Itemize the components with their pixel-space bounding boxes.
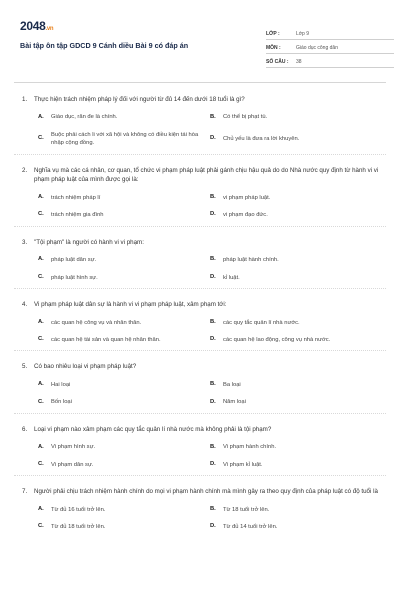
option-letter: B.: [210, 194, 216, 201]
option-letter: A.: [38, 113, 44, 120]
option-letter: B.: [210, 381, 216, 388]
answer-options: [14, 319, 386, 345]
option-text: Bốn loại: [51, 399, 72, 406]
answer-option[interactable]: [38, 398, 210, 406]
option-text: Buộc phải cách li với xã hội và không có điều kiện tái hòa nhập cộng đồng.: [51, 131, 199, 147]
question-body: Người phải chịu trách nhiệm hành chính do mọi vi phạm hành chính mà mình gây ra theo quy định của pháp luật có độ tuổi là: [34, 488, 378, 496]
answer-option[interactable]: [210, 461, 386, 469]
option-letter: B.: [210, 256, 216, 263]
option-text: trách nhiệm gia đình: [51, 212, 104, 219]
logo-suffix: .vn: [45, 26, 54, 32]
answer-option[interactable]: [210, 381, 386, 389]
option-text: pháp luật dân sự.: [51, 257, 97, 264]
meta-label: SỐ CÂU :: [266, 58, 289, 65]
question-text: [14, 487, 386, 497]
meta-label: LỚP :: [266, 30, 280, 37]
option-text: các quan hệ tài sản và quan hệ nhân thân.: [51, 336, 161, 343]
option-text: Vi phạm dân sự.: [51, 461, 94, 468]
answer-option[interactable]: [210, 194, 386, 202]
meta-value: Giáo dục công dân: [296, 44, 338, 51]
answer-option[interactable]: [38, 336, 210, 344]
answer-option[interactable]: [210, 443, 386, 451]
meta-row-class: [266, 26, 394, 40]
question-text: [14, 166, 386, 185]
answer-option[interactable]: [210, 319, 386, 327]
option-letter: B.: [210, 443, 216, 450]
option-text: kỉ luật.: [223, 274, 240, 281]
option-letter: A.: [38, 443, 44, 450]
option-text: Chủ yếu là đưa ra lời khuyên.: [223, 135, 300, 142]
answer-option[interactable]: [38, 131, 210, 148]
question-body: Vi phạm pháp luật dân sự là hành vi vi phạm pháp luật, xâm phạm tới:: [34, 300, 227, 308]
site-logo[interactable]: [20, 18, 53, 34]
answer-option[interactable]: [210, 506, 386, 514]
answer-options: [14, 256, 386, 282]
document-header: [14, 12, 386, 76]
answer-option[interactable]: [38, 274, 210, 282]
document-title: Bài tập ôn tập GDCD 9 Cánh diều Bài 9 có đáp án: [20, 41, 189, 50]
question-number: 1.: [22, 95, 28, 103]
answer-option[interactable]: [38, 211, 210, 219]
option-letter: C.: [38, 398, 44, 405]
question-list: [14, 95, 386, 538]
option-text: Từ đủ 16 tuổi trở lên.: [51, 506, 106, 513]
answer-option[interactable]: [38, 443, 210, 451]
option-letter: D.: [210, 273, 216, 280]
answer-option[interactable]: [210, 211, 386, 219]
question-text: [14, 95, 386, 105]
option-letter: D.: [210, 211, 216, 218]
question-item: [14, 300, 386, 351]
meta-value: Lớp 9: [296, 30, 310, 37]
question-number: 7.: [22, 488, 28, 496]
option-letter: A.: [38, 381, 44, 388]
question-number: 2.: [22, 166, 28, 174]
answer-option[interactable]: [210, 274, 386, 282]
option-text: vi phạm pháp luật.: [223, 194, 271, 201]
question-text: [14, 362, 386, 372]
question-item: [14, 362, 386, 413]
answer-option[interactable]: [210, 256, 386, 264]
option-text: Từ đủ 14 tuổi trở lên.: [223, 524, 278, 531]
question-body: Thực hiện trách nhiệm pháp lý đối với người từ đủ 14 đến dưới 18 tuổi là gì?: [34, 95, 245, 103]
option-text: Hai loại: [51, 381, 71, 388]
option-text: các quan hệ lao động, công vụ nhà nước.: [223, 336, 331, 343]
option-text: Từ đủ 18 tuổi trở lên.: [51, 524, 106, 531]
option-text: Từ 18 tuổi trở lên.: [223, 506, 270, 513]
question-number: 5.: [22, 363, 28, 371]
answer-options: [14, 506, 386, 532]
option-letter: C.: [38, 273, 44, 280]
answer-option[interactable]: [38, 381, 210, 389]
answer-options: [14, 194, 386, 220]
question-body: "Tội phạm" là người có hành vi vi phạm:: [34, 238, 144, 246]
option-letter: A.: [38, 506, 44, 513]
meta-row-subject: [266, 40, 394, 54]
option-text: trách nhiệm pháp lí: [51, 194, 101, 201]
header-divider: [14, 82, 386, 83]
meta-row-count: [266, 54, 394, 68]
question-number: 4.: [22, 300, 28, 308]
answer-option[interactable]: [38, 194, 210, 202]
answer-option[interactable]: [38, 319, 210, 327]
answer-option[interactable]: [38, 506, 210, 514]
option-letter: A.: [38, 256, 44, 263]
option-letter: B.: [210, 318, 216, 325]
answer-option[interactable]: [38, 523, 210, 531]
option-text: Giáo dục, răn đe là chính.: [51, 114, 118, 121]
question-body: Loại vi phạm nào xâm phạm các quy tắc quản lí nhà nước mà không phải là tội phạm?: [34, 425, 272, 433]
answer-option[interactable]: [210, 398, 386, 406]
question-body: Có bao nhiêu loại vi phạm pháp luật?: [34, 363, 137, 371]
question-number: 6.: [22, 425, 28, 433]
question-item: [14, 166, 386, 227]
answer-option[interactable]: [38, 461, 210, 469]
answer-option[interactable]: [210, 523, 386, 531]
option-letter: B.: [210, 113, 216, 120]
meta-value: 38: [296, 58, 302, 65]
option-text: Ba loại: [223, 381, 241, 388]
answer-option[interactable]: [210, 336, 386, 344]
meta-label: MÔN :: [266, 44, 281, 51]
option-letter: D.: [210, 336, 216, 343]
option-text: Vi phạm hành chính.: [223, 444, 277, 451]
option-letter: A.: [38, 318, 44, 325]
option-text: pháp luật hành chính.: [223, 257, 279, 264]
question-body: Nghĩa vụ mà các cá nhân, cơ quan, tổ chức vi phạm pháp luật phải gánh chịu hậu quả do do Nhà nước quy định từ hành vi vi phạm pháp luật của mình được gọi là:: [34, 166, 379, 184]
option-letter: C.: [38, 135, 44, 142]
logo-main: 2048: [20, 19, 46, 33]
option-text: Có thể bị phạt tù.: [223, 114, 268, 121]
question-item: [14, 238, 386, 289]
option-text: vi phạm đạo đức.: [223, 212, 268, 219]
option-text: các quan hệ công vụ và nhân thân.: [51, 319, 142, 326]
answer-option[interactable]: [38, 113, 210, 121]
question-text: [14, 425, 386, 435]
question-text: [14, 238, 386, 248]
answer-options: [14, 113, 386, 147]
question-item: [14, 95, 386, 155]
option-letter: D.: [210, 398, 216, 405]
meta-box: [266, 26, 394, 68]
option-text: Năm loại: [223, 399, 246, 406]
option-text: các quy tắc quản lí nhà nước.: [223, 319, 300, 326]
option-text: Vi phạm kỉ luật.: [223, 461, 263, 468]
option-letter: C.: [38, 523, 44, 530]
question-text: [14, 300, 386, 310]
question-number: 3.: [22, 238, 28, 246]
question-item: [14, 425, 386, 476]
option-letter: C.: [38, 461, 44, 468]
question-item: [14, 487, 386, 537]
option-letter: C.: [38, 211, 44, 218]
option-letter: C.: [38, 336, 44, 343]
answer-option[interactable]: [210, 113, 386, 121]
option-text: Vi phạm hình sự.: [51, 444, 96, 451]
option-letter: D.: [210, 461, 216, 468]
answer-options: [14, 381, 386, 407]
answer-option[interactable]: [210, 131, 386, 148]
option-letter: D.: [210, 135, 216, 142]
answer-options: [14, 443, 386, 469]
option-text: pháp luật hình sự.: [51, 274, 98, 281]
option-letter: D.: [210, 523, 216, 530]
answer-option[interactable]: [38, 256, 210, 264]
option-letter: A.: [38, 194, 44, 201]
option-letter: B.: [210, 506, 216, 513]
